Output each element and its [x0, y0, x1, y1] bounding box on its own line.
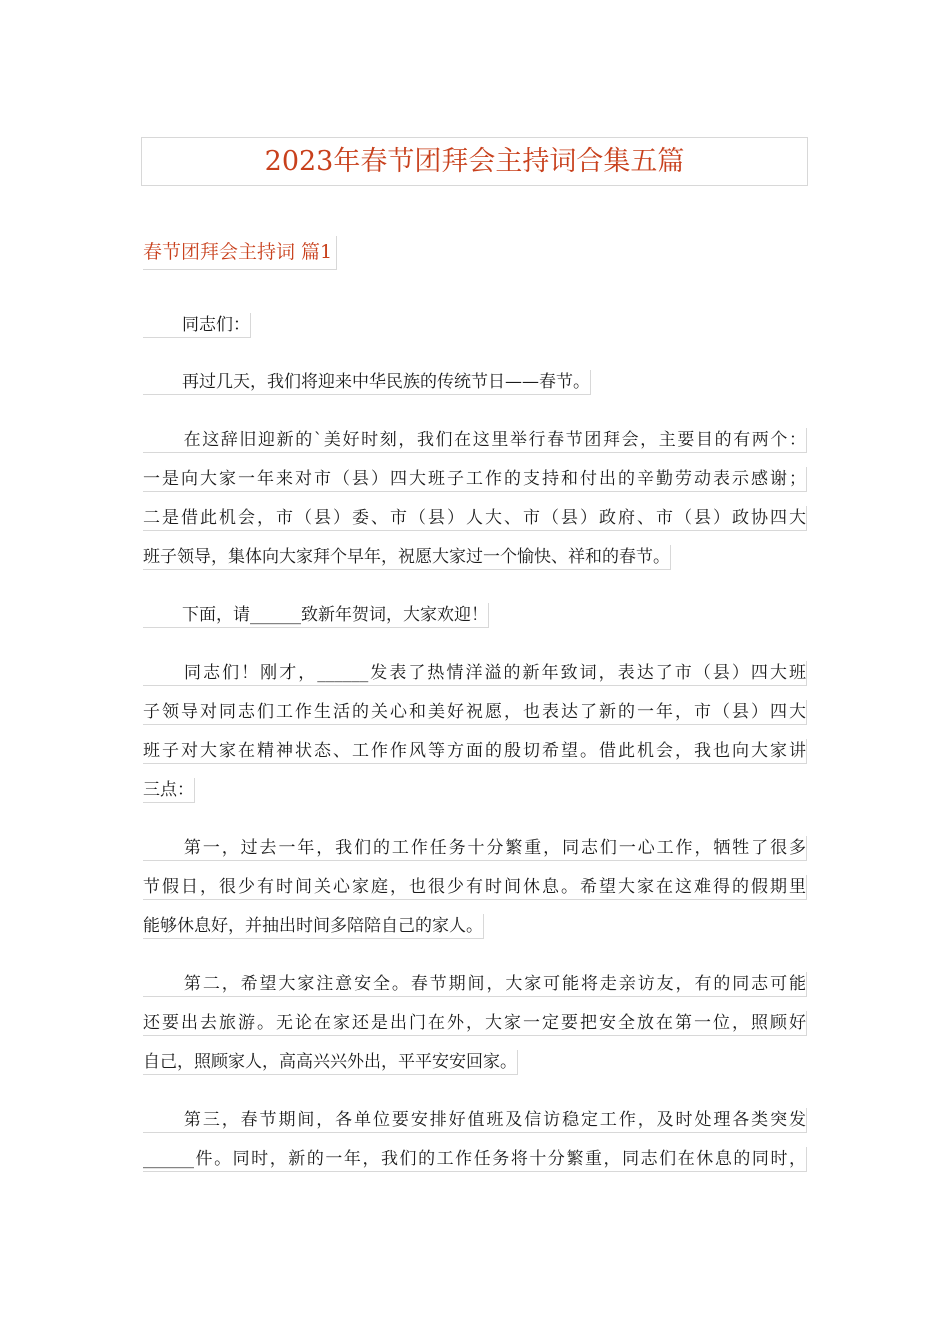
text-line: 第一，过去一年，我们的工作任务十分繁重，同志们一心工作，牺牲了很多 [143, 836, 807, 861]
text-line: 下面，请______致新年贺词，大家欢迎！ [143, 603, 489, 628]
section-heading: 春节团拜会主持词 篇1 [143, 236, 337, 270]
text-line: 班子领导，集体向大家拜个早年，祝愿大家过一个愉快、祥和的春节。 [143, 545, 671, 570]
document-title: 2023年春节团拜会主持词合集五篇 [141, 137, 808, 186]
text-line: 同志们！刚才，______发表了热情洋溢的新年致词，表达了市（县）四大班 [143, 661, 807, 686]
text-line: 能够休息好，并抽出时间多陪陪自己的家人。 [143, 914, 484, 939]
text-line: 三点： [143, 778, 195, 803]
text-line: 子领导对同志们工作生活的关心和美好祝愿，也表达了新的一年，市（县）四大 [143, 700, 807, 725]
text-line: 第二，希望大家注意安全。春节期间，大家可能将走亲访友，有的同志可能 [143, 972, 807, 997]
text-line: 班子对大家在精神状态、工作作风等方面的殷切希望。借此机会，我也向大家讲 [143, 739, 807, 764]
text-line: ______件。同时，新的一年，我们的工作任务将十分繁重，同志们在休息的同时， [143, 1147, 807, 1172]
text-line: 在这辞旧迎新的`美好时刻，我们在这里举行春节团拜会，主要目的有两个： [143, 428, 807, 453]
text-line: 节假日，很少有时间关心家庭，也很少有时间休息。希望大家在这难得的假期里 [143, 875, 807, 900]
text-line: 第三，春节期间，各单位要安排好值班及信访稳定工作，及时处理各类突发 [143, 1108, 807, 1133]
text-line: 二是借此机会，市（县）委、市（县）人大、市（县）政府、市（县）政协四大 [143, 506, 807, 531]
text-line: 同志们： [143, 313, 251, 338]
text-line: 还要出去旅游。无论在家还是出门在外，大家一定要把安全放在第一位，照顾好 [143, 1011, 807, 1036]
text-line: 一是向大家一年来对市（县）四大班子工作的支持和付出的辛勤劳动表示感谢； [143, 467, 807, 492]
text-line: 再过几天，我们将迎来中华民族的传统节日——春节。 [143, 370, 591, 395]
text-line: 自己，照顾家人，高高兴兴外出，平平安安回家。 [143, 1050, 518, 1075]
